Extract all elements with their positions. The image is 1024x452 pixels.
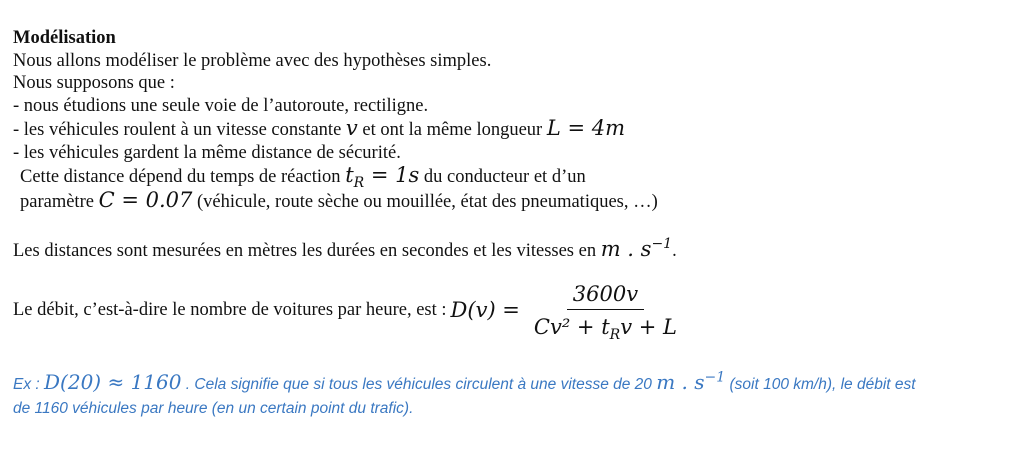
hypothesis-2 (13, 117, 1013, 142)
suppose-line: Nous supposons que : (13, 73, 175, 93)
t-value: = 1s (364, 163, 420, 187)
hypothesis-1: - nous étudions une seule voie de l’autoroute, rectiligne. (13, 95, 429, 116)
units-end: . (672, 241, 677, 261)
example-line-2: de 1160 véhicules par heure (en un certain point du trafic). (13, 399, 414, 417)
units-exponent: −1 (651, 236, 673, 252)
detail-2-text: paramètre (20, 191, 94, 212)
document (13, 27, 1013, 421)
example-prefix: Ex : (13, 375, 40, 393)
detail-1-text: Cette distance dépend du temps de réaction (20, 167, 341, 187)
example-text-2: (soit 100 km/h), le débit est (729, 375, 916, 393)
detail-line-1 (13, 163, 1013, 192)
var-v: v (345, 116, 358, 140)
formula-lhs: D(v) = (450, 298, 520, 323)
example-unit (656, 370, 725, 394)
example-text-1: . Cela signifie que si tous les véhicules circulent à une vitesse de 20 (185, 375, 652, 393)
length-equation: L = 4m (546, 116, 626, 140)
den-part-b: v + L (620, 314, 677, 339)
detail-2-end: (véhicule, route sèche ou mouillée, état des pneumatiques, …) (196, 191, 658, 212)
t-subscript: R (353, 175, 365, 192)
debit-text: Le débit, c’est-à-dire le nombre de voitures par heure, est : (13, 300, 447, 321)
units-line (13, 238, 1013, 263)
example-line-1 (13, 370, 1013, 397)
units-m: m . s (600, 237, 652, 261)
example-math: D(20) ≈ 1160 (44, 369, 182, 394)
example-block (13, 370, 1013, 421)
c-equation: C = 0.07 (98, 187, 193, 212)
detail-1-end: du conducteur et d’un (423, 167, 586, 187)
hypothesis-2-text: - les véhicules roulent à un vitesse constante (13, 120, 342, 140)
detail-line-2 (13, 189, 1013, 214)
intro-line: Nous allons modéliser le problème avec des hypothèses simples. (13, 50, 492, 71)
hypothesis-2-mid: et ont la même longueur (362, 120, 543, 140)
formula-numerator: 3600v (567, 283, 644, 310)
formula-denominator (528, 310, 683, 343)
den-subscript: R (609, 326, 621, 343)
example-unit-exponent: −1 (704, 368, 726, 385)
hypothesis-3: - les véhicules gardent la même distance de sécurité. (13, 142, 401, 163)
example-unit-base: m . s (656, 369, 705, 394)
formula-fraction (528, 282, 683, 343)
reaction-time-equation (345, 163, 420, 192)
units-text: Les distances sont mesurées en mètres les durées en secondes et les vitesses en (13, 241, 597, 261)
debit-line (13, 274, 1013, 348)
t-var: t (345, 163, 354, 187)
den-part-a: Cv² + t (533, 314, 610, 339)
units-math (601, 237, 672, 261)
section-title: Modélisation (13, 28, 116, 48)
